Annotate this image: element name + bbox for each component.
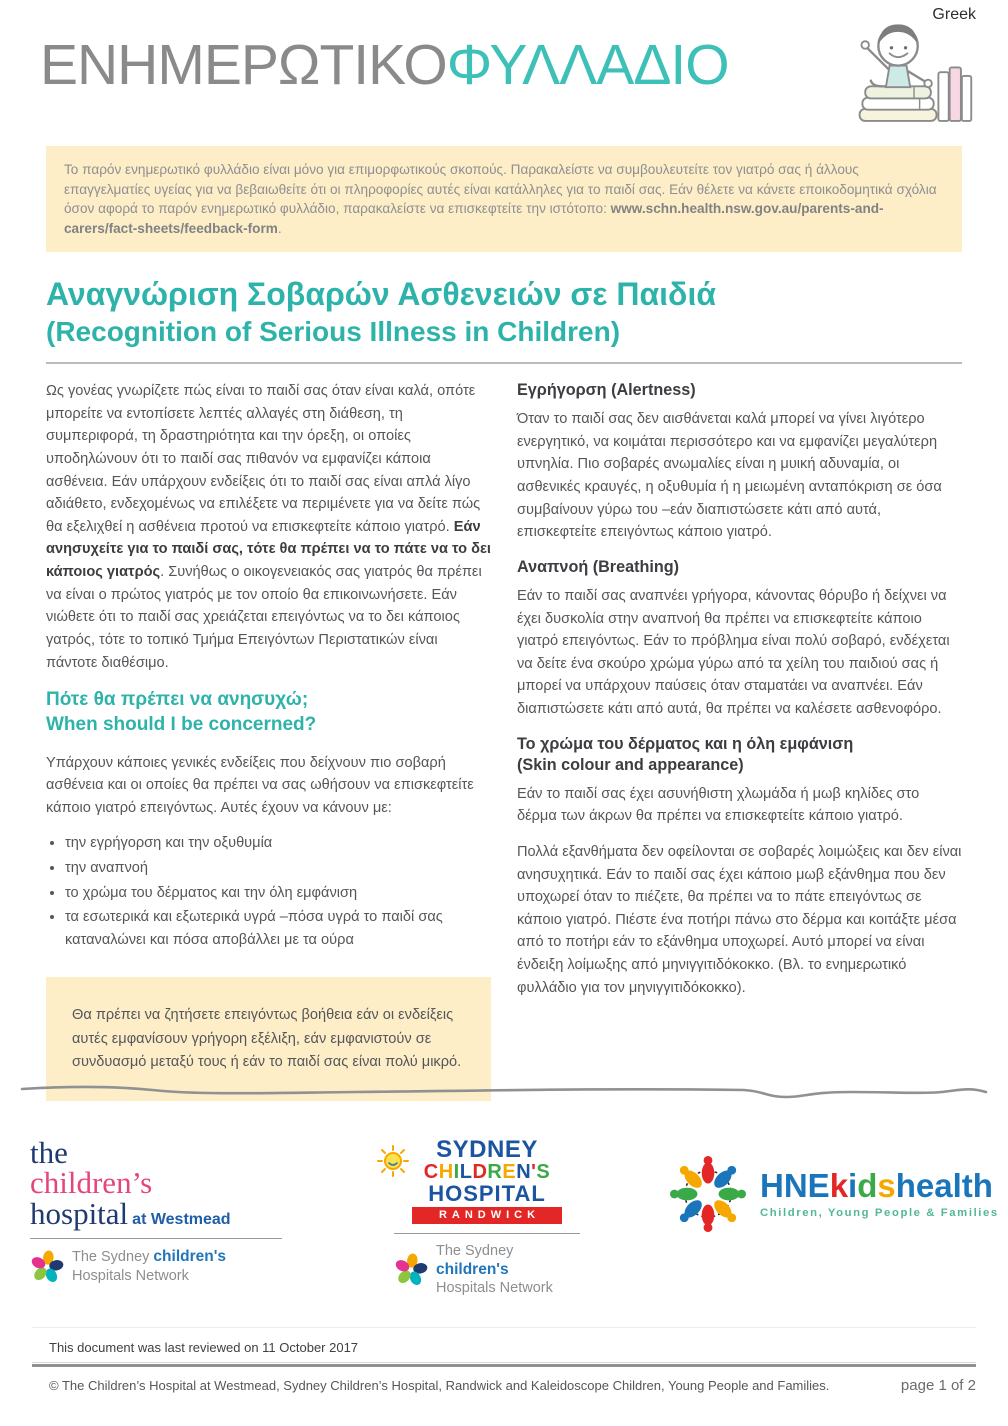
sch-randwick-banner: RANDWICK bbox=[412, 1207, 562, 1223]
chw-the: the bbox=[30, 1135, 68, 1170]
body-columns bbox=[46, 380, 962, 1101]
intro-paragraph bbox=[46, 380, 491, 674]
list-item: • την εγρήγορση και την οξυθυμία bbox=[65, 832, 491, 855]
skin-paragraph-2: Πολλά εξανθήματα δεν οφείλονται σε σοβαρές λοιμώξεις και δεν είναι ανησυχητικά. Εάν το παιδί σας έχει κάποιο μωβ εξάνθημα που δεν υποχωρεί όταν το πιέζετε, θα πρέπει να το πάτε επειγόντως σε κάποιο γιατρό. Πιέστε ένα ποτήρι πάνω στο δέρμα και κοιτάξτε μέσα από το ποτήρι εάν το εξάνθημα υποχωρεί. Αυτό μπορεί να είναι ένδειξη λοίμωξης από μηνιγγιτιδόκοκκο. (Βλ. το ενημερωτικό φυλλάδιο για τον μηνιγγιτιδόκοκκο). bbox=[517, 843, 962, 996]
urgent-help-callout: Θα πρέπει να ζητήσετε επειγόντως βοήθεια εάν οι ενδείξεις αυτές εμφανίσουν γρήγορη εξέλιξη, εάν εμφανιστούν σε συνδυασμό μεταξύ τους ή εάν το παιδί σας είναι πολύ μικρό. bbox=[46, 977, 491, 1101]
chw-childrens: children’s bbox=[30, 1165, 153, 1201]
intro-part1: Ως γονέας γνωρίζετε πώς είναι το παιδί σας όταν είναι καλά, οπότε μπορείτε να εντοπίσετε λεπτές αλλαγές στη διάθεση, τη συμπεριφορά, τη δραστηριότητα και την όρεξη, οι οποίες υποδηλώνουν ότι το παιδί σας πιθανόν να εμφανίζει κάποια ασθένεια. Εάν υπάρχουν ενδείξεις ότι το παιδί σας είναι απλά λίγο αδιάθετο, ενδεχομένως να επιλέξετε να περιμένετε για να δείτε πώς θα εξελιχθεί η ασθένεια προτού να επισκεφτείτε κάποιο γιατρό. bbox=[46, 383, 481, 535]
wavy-divider bbox=[20, 1082, 988, 1100]
left-column bbox=[46, 380, 491, 1101]
partner-logos bbox=[30, 1135, 999, 1297]
chw-hospital-word: hospital bbox=[30, 1195, 129, 1231]
intro-bold-advice: Εάν ανησυχείτε για το παιδί σας, τότε θα πρέπει να το πάτε να το δει κάποιος γιατρός bbox=[46, 518, 491, 581]
hne-title bbox=[760, 1169, 999, 1202]
sun-icon bbox=[376, 1144, 410, 1178]
child-on-books-illustration bbox=[846, 14, 982, 136]
copyright-row bbox=[32, 1377, 976, 1394]
schn-childrens: children's bbox=[436, 1260, 509, 1278]
schn-flower-icon bbox=[30, 1248, 64, 1284]
list-item: • το χρώμα του δέρματος και την όλη εμφάνιση bbox=[65, 882, 491, 905]
disclaimer-period: . bbox=[277, 221, 282, 237]
schn-line2: Hospitals Network bbox=[72, 1267, 189, 1284]
logo-divider bbox=[394, 1233, 580, 1234]
footer-thick-rule bbox=[32, 1364, 976, 1367]
chw-logo bbox=[30, 1135, 282, 1285]
skin-heading-greek: Το χρώμα του δέρματος και η όλη εμφάνιση bbox=[517, 734, 854, 753]
skin-heading bbox=[517, 734, 962, 776]
skin-heading-english: (Skin colour and appearance) bbox=[517, 755, 744, 774]
title-block bbox=[46, 274, 962, 364]
page-number: page 1 of 2 bbox=[900, 1377, 976, 1395]
disclaimer-box bbox=[46, 146, 962, 252]
hne-health: health bbox=[895, 1167, 993, 1204]
sch-sydney: SYDNEY bbox=[436, 1136, 538, 1163]
list-item: • τα εσωτερικά και εξωτερικά υγρά –πόσα υγρά το παιδί σας καταναλώνει και πόσα αποβάλλει με τα ούρα bbox=[65, 906, 491, 951]
alertness-paragraph: Όταν το παιδί σας δεν αισθάνεται καλά μπορεί να γίνει λιγότερο ενεργητικό, να κοιμάται περισσότερο και να εμφανίζει μεγαλύτερη υπνηλία. Πιο σοβαρές ανωμαλίες είναι η μυική αδυναμία, οι ασθενικές κραυγές, η οξυθυμία ή η μειωμένη ανταπόκριση σε όσα συμβαίνουν γύρω του –εάν διαπιστώσετε κάτι από αυτά, επισκεφτείτε επειγόντως κάποιο γιατρό. bbox=[517, 411, 942, 541]
page-title-greek: Αναγνώριση Σοβαρών Ασθενειών σε Παιδιά bbox=[46, 275, 716, 312]
schn-prefix: The Sydney bbox=[436, 1242, 514, 1259]
sch-hospital: HOSPITAL bbox=[428, 1180, 546, 1206]
intro-part2: . Συνήθως ο οικογενειακός σας γιατρός θα πρέπει να είναι ο πρώτος γιατρός με τον οποίο θα επικοινωνήσετε. Εάν νιώθετε ότι το παιδί σας χρειάζεται επειγόντως να το δει κάποιος γατρός, τότε το τοπικό Τμήμα Επειγόντων Περιστατικών είναι πάντοτε διαθέσιμο. bbox=[46, 564, 482, 671]
skin-paragraph-1: Εάν το παιδί σας έχει ασυνήθιστη χλωμάδα ή μωβ κηλίδες στο δέρμα των άκρων θα πρέπει να επισκεφτείτε κάποιο γιατρό. bbox=[517, 785, 920, 825]
language-label: Greek bbox=[932, 6, 976, 23]
hne-kids: kids bbox=[829, 1167, 896, 1204]
chw-hospital bbox=[30, 1195, 282, 1231]
logo-divider bbox=[30, 1238, 282, 1239]
footer-thin-rule bbox=[32, 1362, 976, 1363]
sch-childrens: CHILDREN'S bbox=[423, 1161, 551, 1184]
breathing-paragraph: Εάν το παιδί σας αναπνέει γρήγορα, κάνοντας θόρυβο ή δείχνει να έχει δυσκολία στην αναπνοή θα πρέπει να επισκεφτείτε κάποιο γιατρό επειγόντως. Εάν το πρόβλημα είναι πολύ σοβαρό, ενδέχεται να δείτε ένα σκούρο χρώμα γύρω από τα χείλη του παιδιού σας ή μπορεί να υπάρχουν παύσεις όταν σταματάει να αναπνέει. Εάν διαπιστώσετε κάτι από αυτά, θα πρέπει να καλέσετε ασθενοφόρο. bbox=[517, 587, 950, 718]
page-title-english: (Recognition of Serious Illness in Children) bbox=[46, 315, 621, 347]
concern-heading bbox=[46, 688, 491, 737]
schn-lockup bbox=[30, 1247, 282, 1285]
concern-heading-english: When should I be concerned? bbox=[46, 713, 317, 735]
disclaimer-text: Το παρόν ενημερωτικό φυλλάδιο είναι μόνο για επιμορφωτικούς σκοπούς. Παρακαλείστε να συμβουλευτείτε τον γιατρό σας ή άλλους επαγγελματίες υγείας για να βεβαιωθείτε ότι οι πληροφορίες αυτές είναι κατάλληλες για το παιδί σας. Εάν θέλετε να κάνετε εποικοδομητικά σχόλια όσον αφορά το παρόν ενημερωτικό φυλλάδιο, παρακαλείστε να επισκεφτείτε την ιστότοπο: bbox=[64, 162, 937, 217]
sch-randwick-logo bbox=[376, 1138, 572, 1297]
concern-intro-paragraph: Υπάρχουν κάποιες γενικές ενδείξεις που δείχνουν πιο σοβαρή ασθένεια και οι οποίες θα πρέπει να σας ωθήσουν να επισκεφτείτε κάποιο γιατρό επειγόντως. Αυτές έχουν να κάνουν με: bbox=[46, 754, 474, 816]
copyright-text: © The Children’s Hospital at Westmead, Sydney Children’s Hospital, Randwick and Kaleidoscope Children, Young People and Families. bbox=[49, 1378, 830, 1394]
right-column bbox=[517, 380, 962, 1101]
concern-heading-greek: Πότε θα πρέπει να ανησυχώ; bbox=[46, 689, 309, 711]
schn-flower-icon bbox=[394, 1251, 428, 1287]
schn-lockup bbox=[394, 1242, 572, 1298]
warning-signs-list bbox=[65, 832, 491, 951]
last-reviewed-text: This document was last reviewed on 11 October 2017 bbox=[49, 1340, 359, 1356]
feedback-url: www.schn.health.nsw.gov.au/parents-and-carers/fact-sheets/feedback-form bbox=[64, 201, 884, 237]
masthead-title bbox=[40, 32, 729, 98]
schn-childrens: children's bbox=[153, 1248, 227, 1266]
chw-wordmark bbox=[30, 1135, 282, 1231]
masthead-header bbox=[40, 0, 976, 140]
chw-at-westmead: at Westmead bbox=[132, 1210, 231, 1228]
schn-prefix: The Sydney bbox=[72, 1249, 154, 1266]
hne-tagline: Children, Young People & Families bbox=[760, 1207, 999, 1219]
breathing-heading: Αναπνοή (Breathing) bbox=[517, 557, 680, 576]
masthead-word-gray: ΕΝΗΜΕΡΩΤΙΚΟ bbox=[40, 33, 447, 97]
bottom-band bbox=[0, 1082, 1008, 1394]
hne-mandala-icon bbox=[666, 1152, 750, 1236]
hne-hne: HNE bbox=[760, 1167, 830, 1204]
footer bbox=[32, 1327, 976, 1394]
hne-wordmark bbox=[760, 1169, 999, 1219]
masthead-word-teal: ΦΥΛΛΑΔΙΟ bbox=[446, 33, 729, 97]
schn-text bbox=[72, 1247, 226, 1285]
alertness-heading: Εγρήγορση (Alertness) bbox=[517, 381, 696, 400]
sch-wordmark bbox=[412, 1138, 562, 1224]
schn-text bbox=[436, 1242, 572, 1298]
list-item: • την αναπνοή bbox=[65, 857, 491, 880]
schn-line2: Hospitals Network bbox=[436, 1280, 553, 1297]
hne-kidshealth-logo bbox=[666, 1138, 999, 1236]
